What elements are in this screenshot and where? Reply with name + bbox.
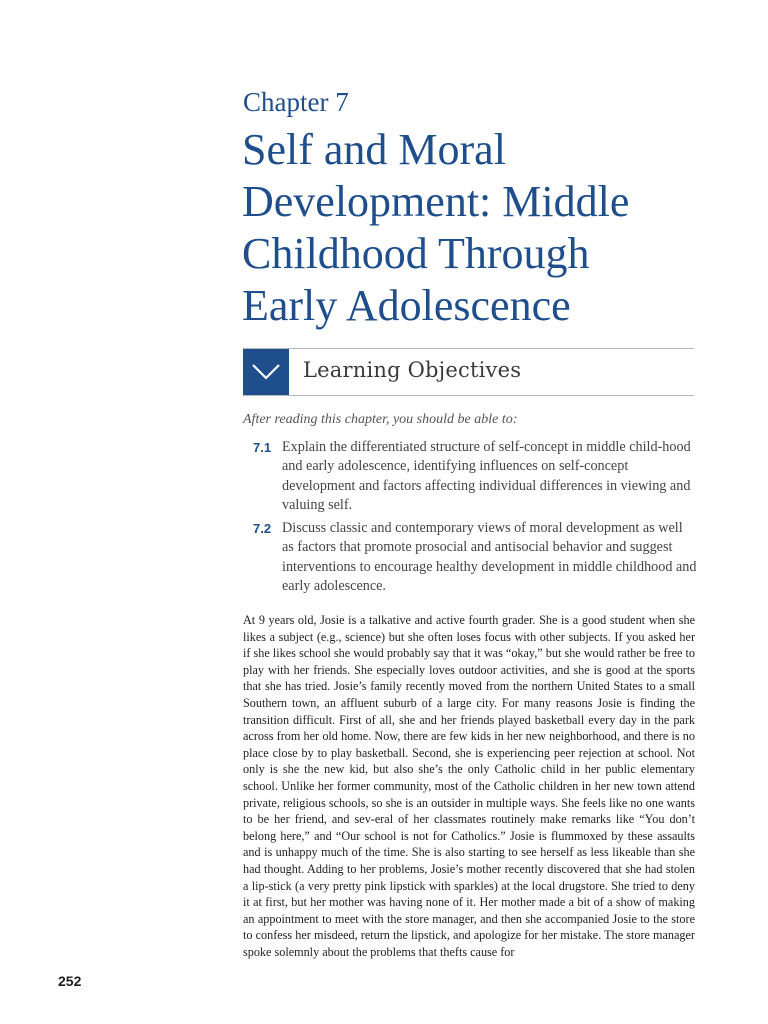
chevron-down-icon [243, 349, 289, 395]
chapter-title-line: Childhood Through [242, 229, 590, 278]
objective-number: 7.2 [253, 521, 272, 536]
objective-text: Explain the differentiated structure of self-concept in middle child-hood and early adolescence, identifying influences on self-concept development and factors affecting individual differences in viewing and valuing self. [282, 439, 691, 513]
page-number: 252 [58, 973, 82, 989]
objective-number: 7.1 [253, 440, 272, 455]
chapter-title-line: Self and Moral [242, 125, 506, 174]
chapter-title-line: Development: Middle [242, 177, 630, 226]
chapter-title-line: Early Adolescence [242, 281, 571, 330]
chapter-title [242, 124, 712, 332]
learning-objectives-header [243, 348, 694, 396]
objective-text: Discuss classic and contemporary views of moral development as well as factors that promote prosocial and antisocial behavior and suggest interventions to encourage healthy development in middle childhood and early adolescence. [282, 520, 697, 594]
body-paragraph: At 9 years old, Josie is a talkative and active fourth grader. She is a good student when she likes a subject (e.g., science) but she often loses focus with other subjects. If you asked her if she likes school she would probably say that it was “okay,” but she would rather be free to play with her friends. She especially loves outdoor activities, and she is good at the sports that she has tried. Josie’s family recently moved from the northern United States to a small Southern town, an affluent suburb of a large city. For many reasons Josie is finding the transition difficult. First of all, she and her friends played basketball every day in the park across from her old home. Now, there are few kids in her new neighborhood, and there is no place close by to play basketball. Second, she is experiencing peer rejection at school. Not only is she the new kid, but also she’s the only Catholic child in her public elementary school. Unlike her former community, most of the Catholic children in her new town attend private, religious schools, so she is an outsider in multiple ways. She feels like no one wants to be her friend, and sev-eral of her classmates routinely make remarks like “You don’t belong here,” and “Our school is not for Catholics.” Josie is flummoxed by these assaults and is unhappy much of the time. She is also starting to see herself as less likeable than she had thought. Adding to her problems, Josie’s mother recently discovered that she had stolen a lip-stick (a very pretty pink lipstick with sparkles) at the local drugstore. She tried to deny it at first, but her mother was having none of it. Her mother made a bit of a show of making an appointment to meet with the store manager, and then she accompanied Josie to the store to confess her misdeed, return the lipstick, and apologize for her mistake. The store manager spoke solemnly about the problems that thefts cause for [243, 613, 695, 959]
chapter-label: Chapter 7 [243, 87, 349, 117]
learning-objectives-heading: Learning Objectives [303, 358, 522, 382]
learning-objectives-intro: After reading this chapter, you should be able to: [243, 412, 518, 427]
